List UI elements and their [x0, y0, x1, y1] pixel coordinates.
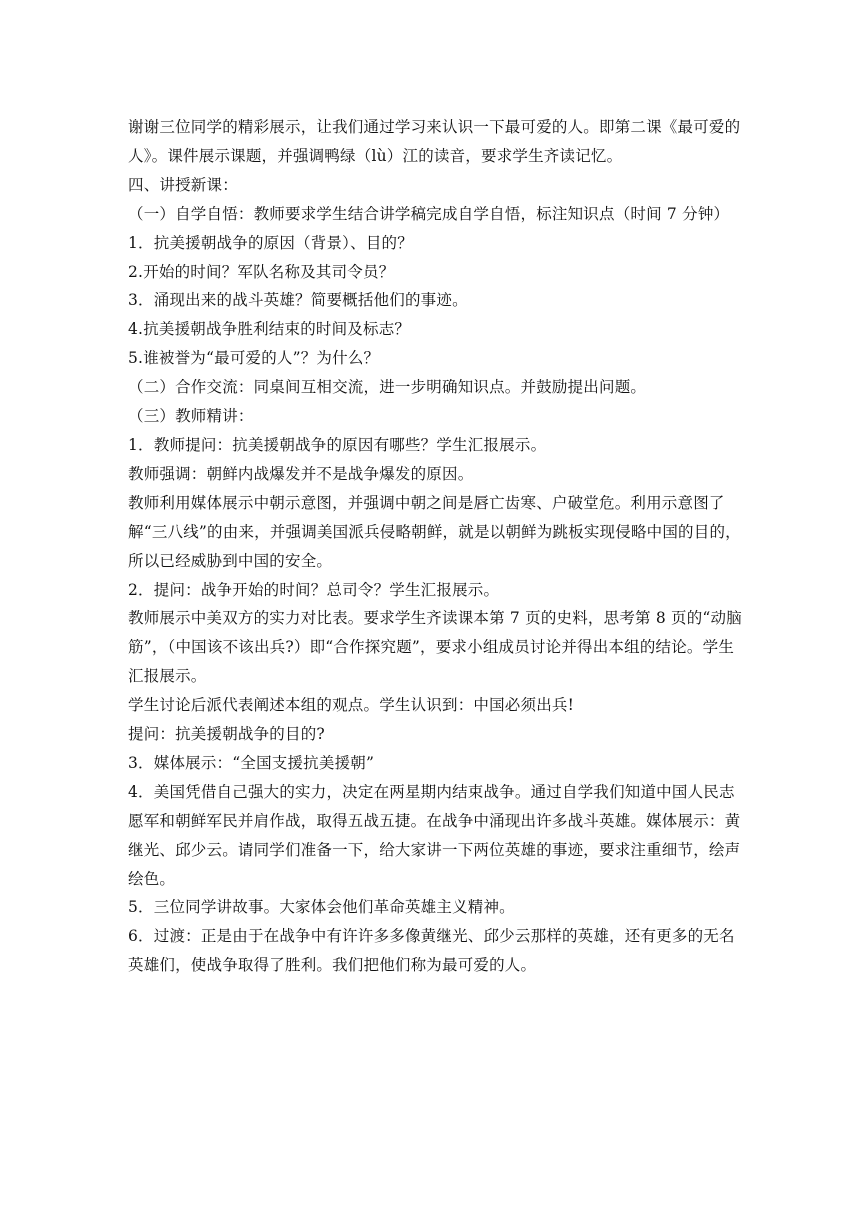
lecture-item-3: 3．媒体展示：“全国支援抗美援朝” — [128, 753, 375, 772]
lecture-item-6: 6．过渡：正是由于在战争中有许许多多像黄继光、邱少云那样的英雄，还有更多的无名英雄们，使战争取得了胜利。我们把他们称为最可爱的人。 — [128, 927, 735, 975]
lecture-item-1: 1．教师提问：抗美援朝战争的原因有哪些？学生汇报展示。 — [128, 435, 547, 454]
lecture-item-4: 4．美国凭借自己强大的实力，决定在两星期内结束战争。通过自学我们知道中国人民志愿军和朝鲜军民并肩作战，取得五战五捷。在战争中涌现出许多战斗英雄。媒体展示：黄继光、邱少云。请同学们准备一下，给大家讲一下两位英雄的事迹，要求注重细节，绘声绘色。 — [128, 782, 741, 888]
question-3: 3．涌现出来的战斗英雄？简要概括他们的事迹。 — [128, 291, 468, 310]
question-2: 2.开始的时间？军队名称及其司令员？ — [128, 262, 395, 281]
teacher-media-map: 教师利用媒体展示中朝示意图，并强调中朝之间是唇亡齿寒、户破堂危。利用示意图了解“三八线”的由来，并强调美国派兵侵略朝鲜，就是以朝鲜为跳板实现侵略中国的目的，所以已经威胁到中国的安全。 — [128, 493, 741, 570]
subsection-cooperation: （二）合作交流：同桌间互相交流，进一步明确知识点。并鼓励提出问题。 — [128, 378, 647, 397]
section-heading-new-lesson: 四、讲授新课： — [128, 175, 238, 194]
question-1: 1．抗美援朝战争的原因（背景）、目的？ — [128, 233, 413, 252]
lecture-item-2: 2．提问：战争开始的时间？总司令？学生汇报展示。 — [128, 580, 500, 599]
lecture-item-5: 5．三位同学讲故事。大家体会他们革命英雄主义精神。 — [128, 898, 515, 917]
paragraph-intro: 谢谢三位同学的精彩展示，让我们通过学习来认识一下最可爱的人。即第二课《最可爱的人》。课件展示课题，并强调鸭绿（lù）江的读音，要求学生齐读记忆。 — [128, 118, 741, 165]
document-body — [128, 113, 748, 980]
subsection-self-study: （一）自学自悟：教师要求学生结合讲学稿完成自学自悟，标注知识点（时间 7 分钟） — [128, 204, 730, 223]
question-war-purpose: 提问：抗美援朝战争的目的? — [128, 725, 325, 744]
teacher-emphasis: 教师强调：朝鲜内战爆发并不是战争爆发的原因。 — [128, 464, 474, 483]
student-discussion: 学生讨论后派代表阐述本组的观点。学生认识到：中国必须出兵! — [128, 696, 575, 715]
subsection-teacher-lecture: （三）教师精讲： — [128, 407, 254, 426]
question-4: 4.抗美援朝战争胜利结束的时间及标志？ — [128, 320, 411, 339]
question-5: 5.谁被誉为“最可爱的人”？为什么？ — [128, 349, 380, 368]
teacher-comparison-table: 教师展示中美双方的实力对比表。要求学生齐读课本第 7 页的史料，思考第 8 页的“动脑筋”，（中国该不该出兵?）即“合作探究题”，要求小组成员讨论并得出本组的结论。学生汇报展示。 — [128, 609, 742, 686]
